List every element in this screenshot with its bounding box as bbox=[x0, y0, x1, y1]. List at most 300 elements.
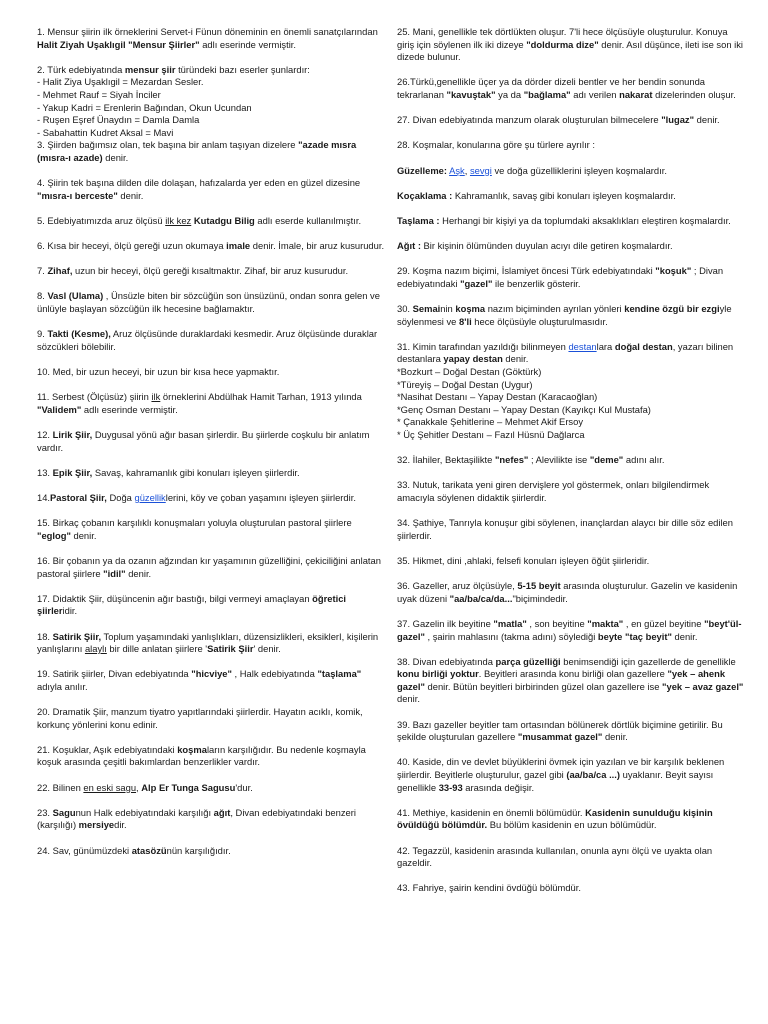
text-run: , bbox=[136, 781, 142, 793]
paragraph bbox=[397, 190, 745, 203]
text-run: "doldurma dize" bbox=[526, 38, 599, 50]
paragraph-text bbox=[37, 706, 363, 730]
text-run: Kasidenin sunulduğu kişinin övüldüğü bölümdür. bbox=[397, 806, 713, 831]
text-run: 27. Divan edebiyatında manzum olarak oluşturulan bilmecelere bbox=[397, 114, 662, 126]
text-run: , Halk edebiyatında bbox=[231, 668, 318, 680]
inline-link[interactable]: güzellik bbox=[134, 491, 166, 503]
text-run: denir. bbox=[125, 567, 152, 579]
text-run: denir. Bütün beyitleri birbirinden güzel olan gazellere ise bbox=[424, 680, 663, 692]
paragraph-text bbox=[37, 555, 381, 579]
paragraph-text bbox=[37, 391, 362, 415]
text-run: "biçimindedir. bbox=[512, 592, 568, 604]
text-run: Satirik Şiir, bbox=[52, 630, 102, 642]
text-run: "hicviye" bbox=[191, 668, 232, 680]
text-run: 3. Şiirden bağımsız olan, tek başına bir anlam taşıyan dizelere bbox=[37, 139, 299, 151]
text-run: 12. bbox=[37, 429, 53, 440]
text-run: ya da bbox=[495, 88, 524, 100]
text-run: 9. bbox=[37, 328, 48, 340]
paragraph-text bbox=[37, 492, 356, 503]
paragraph bbox=[37, 366, 385, 379]
text-run: "lugaz" bbox=[661, 114, 695, 126]
text-run: , aruz ölçüsüyle, bbox=[447, 580, 518, 592]
text-run: 5. Edebiyatımızda aruz ölçüsü bbox=[37, 214, 166, 226]
paragraph-text bbox=[37, 177, 360, 201]
paragraph-text bbox=[397, 719, 723, 743]
text-run: , din ve devlet büyüklerini övmek için yazılan ve bir karşılık beklenen şiirlerdir. Beyitlerle oluşturulur, gazel gibi bbox=[397, 756, 725, 781]
text-run: dizelerinden oluşur. bbox=[652, 88, 736, 100]
text-run: Didaktik Şiir bbox=[52, 592, 102, 604]
text-run: nun Halk edebiyatındaki karşılığı bbox=[75, 806, 214, 818]
text-run: 19 bbox=[37, 668, 48, 680]
text-run: "eglog" bbox=[37, 529, 71, 541]
text-run: 39 bbox=[397, 718, 408, 730]
text-run: lara bbox=[596, 340, 615, 352]
paragraph-text bbox=[397, 555, 649, 566]
paragraph-text bbox=[397, 114, 720, 125]
text-run: nün karşılığıdır. bbox=[166, 844, 231, 856]
paragraph-text bbox=[397, 517, 733, 541]
list-line: * Üç Şehitler Destanı – Fazıl Hüsnü Dağlarca bbox=[397, 429, 585, 440]
text-run: . Beyitleri arasında konu birliği olan gazellere bbox=[478, 668, 668, 680]
text-run: adıyla anılır. bbox=[37, 680, 88, 692]
text-run: 24. bbox=[37, 844, 53, 856]
paragraph bbox=[37, 782, 385, 795]
text-run: hece ölçüsüyle oluşturulmasıdır. bbox=[471, 315, 608, 327]
text-run: "idil" bbox=[103, 567, 126, 579]
paragraph bbox=[397, 341, 745, 442]
text-run: , kasidenin en önemli bölümüdür. bbox=[445, 806, 586, 818]
text-run: Toplum yaşamındaki yanlışlıkları, düzensizlikleri, eksiklerI, kişilerin yanlışlarını bbox=[37, 630, 379, 655]
text-run: arasında oluşturulur. Gazelin ve kasidenin uyak düzeni bbox=[397, 580, 738, 604]
text-run: mensur şiir bbox=[124, 63, 176, 75]
text-run: imale bbox=[226, 240, 251, 252]
text-run: yapay destan bbox=[443, 353, 503, 365]
list-line: *Genç Osman Destanı – Yapay Destan (Kayıkçı Kul Mustafa) bbox=[397, 403, 651, 415]
text-run: 37 bbox=[397, 617, 408, 629]
text-run: Vasl (Ulama) bbox=[47, 290, 104, 302]
text-run: türündeki bazı eserler şunlardır: bbox=[175, 63, 310, 75]
text-run: 25. bbox=[397, 26, 413, 37]
text-run: Duygusal yönü ağır basan şirlerdir. Bu şiirlerde coşkulu bir anlatım vardır. bbox=[37, 429, 370, 453]
paragraph bbox=[397, 265, 745, 290]
paragraph bbox=[37, 845, 385, 858]
text-run: 20. bbox=[37, 706, 53, 718]
paragraph bbox=[37, 555, 385, 580]
text-run: , genellikle tek dörtlükten oluşur. 7'li hece ölçüsüyle oluşturulur. Konuya giriş için söylenen ilk iki dizeye bbox=[397, 26, 728, 50]
text-run: koşma bbox=[177, 743, 207, 755]
paragraph-text bbox=[397, 76, 736, 100]
text-run: "gazel" bbox=[460, 277, 493, 289]
text-run: nazım biçiminden ayrılan yönleri bbox=[485, 303, 625, 315]
paragraph bbox=[37, 64, 385, 140]
text-run: Tegazzül bbox=[412, 844, 450, 856]
text-run: denir. bbox=[671, 630, 698, 642]
text-run: denir. Asıl düşünce, ileti ise son iki dizede bulunur. bbox=[397, 38, 744, 63]
text-run: 31 bbox=[397, 340, 408, 352]
text-run: adı verilen bbox=[570, 88, 620, 100]
text-run: Bu bölüm kasidenin en uzun bölümüdür. bbox=[487, 819, 657, 831]
text-run: Koşuklar bbox=[52, 743, 89, 755]
right-column bbox=[397, 26, 745, 908]
paragraph bbox=[37, 139, 385, 164]
text-run: mersiye bbox=[78, 819, 115, 831]
text-run: dir. bbox=[114, 819, 127, 831]
list-line: - Sabahattin Kudret Aksal = Mavi bbox=[37, 126, 174, 138]
text-run: "nefes" bbox=[494, 454, 529, 466]
paragraph bbox=[397, 139, 745, 152]
paragraph bbox=[397, 26, 745, 64]
text-run: Taşlama : bbox=[397, 214, 440, 226]
paragraph bbox=[37, 631, 385, 656]
paragraph-text bbox=[397, 26, 743, 62]
text-run: denir. bbox=[602, 731, 628, 743]
paragraph-text bbox=[397, 756, 724, 792]
paragraph-text bbox=[397, 807, 713, 831]
text-run: ve doğa güzelliklerini işleyen koşmalardır. bbox=[491, 164, 667, 176]
text-run: . İlahiler, Bektaşilikte bbox=[407, 454, 495, 466]
text-run: Güzelleme: bbox=[397, 164, 448, 176]
text-run: "aa/ba/ca/da... bbox=[449, 592, 513, 604]
text-run: denir. bbox=[694, 114, 720, 126]
paragraph bbox=[37, 290, 385, 315]
text-run: 16 bbox=[37, 554, 48, 566]
text-run: uzun bir heceyi, ölçü gereği kısaltmaktır. Zihaf, bir aruz kusurudur. bbox=[72, 265, 349, 277]
text-run: 4. Şiirin tek başına dilden dile dolaşan, hafızalarda yer eden en güzel dizesine bbox=[37, 177, 361, 189]
text-run: . Serbest (Ölçüsüz) şiirin bbox=[46, 391, 152, 403]
text-run: doğal destan bbox=[614, 340, 673, 352]
paragraph-text bbox=[37, 366, 279, 377]
text-run: 11 bbox=[37, 391, 47, 403]
paragraph-text bbox=[37, 467, 300, 478]
paragraph-text bbox=[37, 240, 384, 251]
text-run: 40. bbox=[397, 756, 413, 768]
text-run: uyaklanır. Beyit sayısı genellikle bbox=[397, 769, 714, 793]
list-line: *Türeyiş – Doğal Destan (Uygur) bbox=[397, 378, 533, 390]
paragraph bbox=[397, 114, 745, 127]
left-column bbox=[37, 26, 385, 870]
paragraph-text bbox=[37, 429, 369, 453]
text-run: ların karşılığıdır. Bu nedenle koşmayla koşuk arasında çeşitli bakımlardan benzerlikler vardır. bbox=[37, 743, 366, 768]
text-run: , günümüzdeki bbox=[68, 844, 132, 856]
paragraph bbox=[37, 492, 385, 505]
paragraph bbox=[37, 706, 385, 731]
text-run: "yek – ahenk gazel" bbox=[397, 668, 726, 692]
text-run: 7. bbox=[37, 265, 48, 277]
text-run: nin bbox=[440, 303, 456, 315]
paragraph-text bbox=[397, 882, 581, 893]
text-run: , Divan edebiyatındaki benzeri (karşılığı) bbox=[37, 806, 356, 831]
paragraph-text bbox=[397, 190, 676, 201]
text-run: Bir kişinin ölümünden duyulan acıyı dile getiren koşmalardır. bbox=[420, 240, 673, 252]
text-run: "yek – avaz gazel" bbox=[662, 680, 744, 692]
text-run: Takti (Kesme), bbox=[47, 328, 111, 340]
text-run: "Validem" bbox=[37, 403, 82, 415]
paragraph-text bbox=[37, 744, 366, 768]
text-run: , son beyitine bbox=[526, 617, 588, 629]
text-run: 13. bbox=[37, 466, 53, 478]
paragraph-text bbox=[397, 165, 667, 176]
paragraph bbox=[397, 303, 745, 328]
text-run: "matla" bbox=[493, 617, 527, 629]
text-run: denir. bbox=[117, 189, 144, 201]
text-run: denir. İmale, bir aruz kusurudur. bbox=[250, 240, 385, 252]
text-run: 36. bbox=[397, 580, 413, 592]
text-run: en eski sagu bbox=[83, 781, 137, 793]
text-run: Dramatik Şiir bbox=[52, 706, 106, 718]
text-run: 41. bbox=[397, 806, 413, 818]
paragraph-text bbox=[37, 328, 377, 352]
text-run: arasında değişir. bbox=[462, 781, 535, 793]
text-run: "bağlama" bbox=[523, 88, 571, 100]
paragraph bbox=[37, 391, 385, 416]
text-run: , bir uzun heceyi, bir uzun bir kısa hece yapmaktır. bbox=[70, 366, 280, 378]
text-run: Alp Er Tunga Sagusu bbox=[141, 781, 236, 793]
text-run: Med bbox=[52, 366, 71, 378]
text-run: alaylı bbox=[84, 643, 107, 655]
paragraph-text bbox=[397, 845, 712, 869]
paragraph-text bbox=[37, 782, 253, 793]
paragraph bbox=[397, 76, 745, 101]
list-line: *Nasihat Destanı – Yapay Destan (Karacaoğlan) bbox=[397, 391, 598, 403]
text-run: . Kısa bir heceyi, ölçü gereği uzun okumaya bbox=[42, 240, 227, 252]
paragraph bbox=[37, 668, 385, 693]
text-run: 21. bbox=[37, 743, 53, 755]
list-line: - Mehmet Rauf = Siyah İnciler bbox=[37, 88, 161, 100]
text-run: Fahriye bbox=[412, 882, 444, 894]
text-run: (aa/ba/ca ...) bbox=[566, 769, 621, 781]
text-run: , şairin kendini övdüğü bölümdür. bbox=[443, 882, 581, 894]
paragraph-text bbox=[397, 139, 595, 150]
text-run: Mani bbox=[412, 26, 433, 37]
text-run: Şathiye bbox=[412, 517, 444, 529]
text-run: denir. bbox=[70, 529, 97, 541]
text-run: Nutuk bbox=[412, 479, 438, 491]
text-run: "deme" bbox=[589, 454, 624, 466]
text-run: 29. bbox=[397, 265, 413, 277]
paragraph bbox=[37, 593, 385, 618]
text-run: Koçaklama : bbox=[397, 189, 453, 201]
text-run: örneklerini bbox=[160, 391, 209, 403]
text-run: Ağıt : bbox=[397, 240, 421, 252]
paragraph bbox=[397, 165, 745, 178]
text-run: Sav bbox=[52, 844, 69, 856]
text-run: ilk bbox=[151, 391, 161, 403]
text-run: "musammat gazel" bbox=[517, 731, 603, 743]
paragraph-text bbox=[37, 845, 231, 856]
paragraph bbox=[397, 555, 745, 568]
text-run: 8'li bbox=[459, 315, 472, 327]
list-line: - Yakup Kadri = Erenlerin Bağından, Okun Ucundan bbox=[37, 101, 252, 113]
paragraph bbox=[397, 845, 745, 870]
text-run: 28. Koşmalar, konularına göre şu türlere ayrılır : bbox=[397, 139, 596, 151]
paragraph-text bbox=[397, 580, 737, 604]
text-run: Semai bbox=[412, 303, 441, 315]
paragraph-text bbox=[397, 215, 731, 226]
text-run: , en güzel beyitine bbox=[623, 617, 705, 629]
text-run: bir dille anlatan şiirlere ' bbox=[106, 643, 208, 655]
inline-link[interactable]: Aşk bbox=[449, 164, 465, 176]
paragraph-text bbox=[397, 341, 733, 365]
paragraph-text bbox=[397, 479, 709, 503]
paragraph bbox=[397, 580, 745, 605]
text-run: nazım biçimi, İslamiyet öncesi Türk edebiyatındaki bbox=[441, 265, 656, 277]
paragraph bbox=[37, 467, 385, 480]
paragraph bbox=[397, 215, 745, 228]
text-run: 18. bbox=[37, 630, 53, 642]
paragraph-text bbox=[37, 265, 348, 276]
paragraph bbox=[397, 479, 745, 504]
paragraph bbox=[37, 215, 385, 228]
text-run: 'dur. bbox=[235, 781, 253, 793]
text-run: , dini ,ahlaki, felsefi konuları işleyen öğüt şiirleridir. bbox=[441, 554, 650, 566]
text-run: , bbox=[464, 164, 470, 176]
paragraph bbox=[397, 756, 745, 794]
text-run: genellikle üçer ya da dörder dizeli bentler ve her bendin sonunda tekrarlanan bbox=[397, 76, 706, 100]
paragraph-text bbox=[397, 240, 673, 251]
paragraph bbox=[37, 328, 385, 353]
text-run: Halit Ziyah Uşaklıgil "Mensur Şiirler" bbox=[37, 38, 200, 50]
text-run: 17. bbox=[37, 592, 53, 604]
text-run: , Tanrıyla konuşur gibi söylenen, inançlardan alaycı bir dille söz edilen şiirlerdir. bbox=[397, 517, 733, 541]
text-run: . Satirik şiirler, Divan edebiyatında bbox=[47, 668, 192, 680]
paragraph bbox=[397, 240, 745, 253]
text-run: "azade mısra (mısra-ı azade) bbox=[37, 139, 357, 163]
text-run: Koşma bbox=[412, 265, 442, 277]
paragraph bbox=[397, 454, 745, 467]
list-line: * Çanakkale Şehitlerine – Mehmet Akif Ersoy bbox=[397, 416, 584, 428]
text-run: Herhangi bir kişiyi ya da toplumdaki aksaklıkları eleştiren koşmalardır. bbox=[439, 214, 731, 226]
paragraph bbox=[397, 656, 745, 706]
text-run: 10. bbox=[37, 366, 53, 378]
paragraph bbox=[37, 517, 385, 542]
paragraph bbox=[397, 618, 745, 643]
text-run: adlı eserinde vermiştir. bbox=[81, 403, 178, 415]
text-run: Methiye bbox=[412, 806, 446, 818]
paragraph bbox=[37, 807, 385, 832]
paragraph-text bbox=[37, 290, 380, 314]
text-run: , tarikata yeni giren dervişlere yol göstermek, onları bilgilendirmek amacıyla söylenen didaktik şiirlerdir. bbox=[397, 479, 710, 503]
text-run: yle söylenmesi ve bbox=[397, 303, 732, 327]
text-run: Abdülhak Hamit Tarhan bbox=[208, 391, 306, 403]
text-run: Aruz ölçüsünde duraklardaki kesmedir. Aruz ölçüsünde duraklar sözcükleri bölebilir. bbox=[37, 328, 378, 352]
text-run: 30. bbox=[397, 303, 413, 315]
paragraph-text bbox=[37, 668, 361, 692]
text-run: beyte "taç beyit" bbox=[597, 630, 672, 642]
text-run: Gazeller bbox=[412, 580, 448, 592]
paragraph bbox=[397, 517, 745, 542]
text-run: "mısra-ı berceste" bbox=[37, 189, 118, 201]
paragraph bbox=[397, 882, 745, 895]
text-run: 1. Mensur şiirin ilk örneklerini Servet-i Fünun döneminin en önemli sanatçılarından bbox=[37, 26, 378, 37]
text-run: , şairin mahlasını (takma adını) söylediği bbox=[424, 630, 598, 642]
text-run: ; Divan edebiyatındaki bbox=[397, 265, 724, 289]
text-run: Savaş, kahramanlık gibi konuları işleyen şiirlerdir. bbox=[92, 466, 300, 478]
text-run: öğretici şiirler bbox=[37, 592, 347, 617]
paragraph bbox=[37, 240, 385, 253]
text-run: parça güzelliği bbox=[495, 655, 561, 667]
text-run: Doğa bbox=[106, 491, 135, 503]
text-run: 33. bbox=[397, 479, 413, 491]
text-run: "makta" bbox=[587, 617, 624, 629]
text-run: nakarat bbox=[619, 88, 653, 100]
text-run: . Kimin tarafından yazıldığı bilinmeyen bbox=[407, 340, 569, 352]
paragraph-text bbox=[397, 656, 743, 705]
text-run: kendine özgü bir ezgi bbox=[624, 303, 720, 315]
text-run: benimsendiği için gazellerde de genellikle bbox=[560, 655, 736, 667]
text-run: 33-93 bbox=[438, 781, 463, 793]
text-run: . Türk edebiyatında bbox=[42, 63, 125, 75]
list-line: *Bozkurt – Doğal Destan (Göktürk) bbox=[397, 366, 542, 378]
text-run: . Bazı gazeller beyitler tam ortasından bölünerek dörtlük biçimine getirilir. Bu şekilde oluşturulan gazellere bbox=[397, 718, 723, 743]
text-run: ; Alevilikte ise bbox=[528, 454, 590, 466]
inline-link[interactable]: sevgi bbox=[469, 164, 492, 176]
text-run: Kaside bbox=[412, 756, 442, 768]
paragraph bbox=[37, 265, 385, 278]
text-run: Epik Şiir, bbox=[52, 466, 93, 478]
text-run: idir. bbox=[62, 605, 78, 617]
paragraph bbox=[397, 719, 745, 744]
paragraph bbox=[37, 429, 385, 454]
text-run: 38 bbox=[397, 655, 408, 667]
text-run: 2 bbox=[37, 63, 43, 75]
text-run: adlı eserinde vermiştir. bbox=[199, 38, 296, 50]
text-run: koşma bbox=[455, 303, 486, 315]
paragraph-text bbox=[37, 215, 361, 226]
text-run: "taşlama" bbox=[317, 668, 362, 680]
paragraph-text bbox=[37, 631, 378, 655]
text-run: Kahramanlık, savaş gibi konuları işleyen koşmalardır. bbox=[452, 189, 676, 201]
paragraph-text bbox=[37, 139, 356, 163]
inline-link[interactable]: destan bbox=[568, 340, 597, 352]
paragraph bbox=[37, 26, 385, 51]
text-run: 15. Birkaç çobanın karşılıklı konuşmaları yoluyla oluşturulan pastoral şiirlere bbox=[37, 517, 352, 529]
text-run: ağıt bbox=[213, 806, 231, 818]
list-line: - Halit Ziya Uşaklıgil = Mezardan Sesler. bbox=[37, 76, 204, 88]
text-run: , 1913 yılında bbox=[305, 391, 362, 403]
text-run: Pastoral Şiir, bbox=[50, 491, 107, 503]
paragraph-text bbox=[397, 454, 664, 465]
paragraph-text bbox=[37, 26, 378, 50]
text-run: 23. bbox=[37, 806, 53, 818]
text-run: ' denir. bbox=[253, 643, 281, 655]
text-run: , yazarı bilinen destanlara bbox=[397, 340, 734, 365]
text-run: atasözü bbox=[131, 844, 167, 856]
text-run: denir. bbox=[502, 353, 529, 365]
text-run: , Aşık edebiyatındaki bbox=[88, 743, 178, 755]
text-run: Sagu bbox=[52, 806, 76, 818]
paragraph-text bbox=[37, 517, 352, 541]
paragraph bbox=[37, 744, 385, 769]
text-run: Satirik Şiir bbox=[207, 643, 254, 655]
text-run: 8. bbox=[37, 290, 48, 302]
paragraph-text bbox=[37, 593, 346, 617]
text-run: adlı eserde kullanılmıştır. bbox=[254, 214, 362, 226]
text-run: 6 bbox=[37, 240, 43, 252]
text-run: 42. bbox=[397, 844, 413, 856]
paragraph-text bbox=[397, 618, 741, 642]
text-run: Zihaf, bbox=[47, 265, 73, 277]
paragraph bbox=[397, 807, 745, 832]
text-run: "kavuştak" bbox=[446, 88, 496, 100]
paragraph-text bbox=[37, 64, 310, 75]
text-run: Hikmet bbox=[412, 554, 442, 566]
text-run: , manzum tiyatro yapıtlarındaki şiirlerdir. Hayatın acıklı, komik, korkunç yönlerini konu edinir. bbox=[37, 706, 363, 730]
text-run: 35. bbox=[397, 554, 413, 566]
text-run: , düşüncenin ağır bastığı, bilgi vermeyi amaçlayan bbox=[101, 592, 313, 604]
text-run: 22. Bilinen bbox=[37, 781, 84, 793]
text-run: lerini, köy ve çoban yaşamını işleyen şiirlerdir. bbox=[165, 491, 356, 503]
text-run: denir. bbox=[397, 693, 420, 705]
